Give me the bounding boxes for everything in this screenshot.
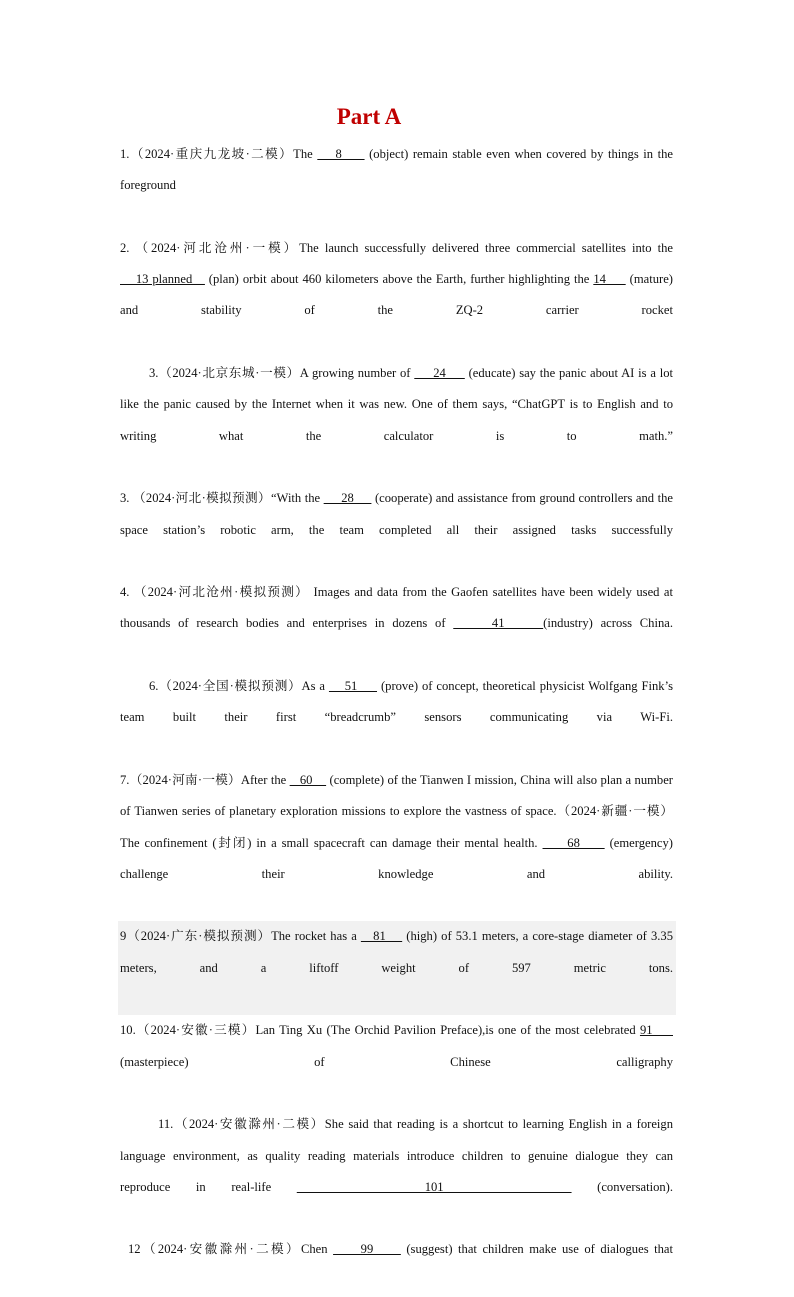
- item-text: (suggest) that children make use of dialogues that: [400, 1242, 673, 1257]
- item-text: 7.（2024·河南·一模）After the: [120, 772, 290, 787]
- answer-blank: 60: [289, 772, 327, 787]
- exercise-item-10: [120, 1015, 673, 1109]
- answer-blank: 51: [328, 679, 378, 694]
- item-text: 11.（2024·安徽滁州·二模）She said that reading is a shortcut to learning English in a foreign language environment, as quality reading materials introduce children to genuine dialogue they can reproduce in real-life: [120, 1117, 673, 1194]
- answer-blank: 28: [323, 491, 372, 506]
- exercise-item-1: [120, 139, 673, 233]
- item-text: (industry) across China.: [543, 616, 674, 631]
- answer-blank: 8: [317, 147, 365, 161]
- page-title: Part A: [336, 104, 402, 129]
- item-text: 4. （2024·河北沧州·模拟预测） Images and data from the Gaofen satellites have been widely used at thousands of research bodies and enterprises in dozens of: [120, 585, 673, 631]
- answer-blank: 81: [360, 929, 403, 944]
- answer-blank: 68: [542, 835, 605, 850]
- exercise-item-3: [120, 358, 673, 483]
- item-text: (masterpiece) of Chinese calligraphy: [120, 1054, 673, 1069]
- item-text: 6.（2024·全国·模拟预测）As a: [149, 679, 329, 694]
- item-text: (high) of 53.1 meters, a core-stage diameter of 3.35 meters, and a liftoff weight of 597 metric tons.: [120, 929, 673, 975]
- item-text: (cooperate) and assistance from ground controllers and the space station’s robotic arm, the team completed all their assigned tasks successfully: [120, 491, 674, 537]
- exercise-item-9: [118, 921, 676, 1015]
- answer-blank: 101: [296, 1179, 572, 1194]
- item-text: (mature) and stability of the ZQ-2 carrier rocket: [120, 272, 673, 318]
- item-text: (prove) of concept, theoretical physicist Wolfgang Fink’s team built their first “breadcrumb” sensors communicating via Wi-Fi.: [120, 679, 673, 725]
- exercise-list: [120, 139, 673, 1297]
- exercise-item-3b: [120, 483, 673, 577]
- item-text: (educate) say the panic about AI is a lot like the panic caused by the Internet when it was new. One of them says, “ChatGPT is to English and to writing what the calculator is to math.”: [120, 366, 674, 443]
- answer-blank: 14: [593, 272, 626, 287]
- answer-blank: 99: [333, 1242, 401, 1257]
- exercise-item-11: [120, 1109, 673, 1234]
- exercise-item-12: [120, 1234, 673, 1297]
- exercise-item-6: [120, 671, 673, 765]
- item-text: (conversation).: [571, 1179, 674, 1194]
- item-text: 12（2024·安徽滁州·二模）Chen: [128, 1242, 334, 1257]
- answer-blank: 24: [414, 366, 465, 381]
- answer-blank: 13 planned__: [120, 272, 205, 287]
- item-text: (complete) of the Tianwen I mission, China will also plan a number of Tianwen series of planetary exploration missions to explore the vastness of space.（2024·新疆·一模）The confinement (封闭) in a small spacecraft can damage their mental health.: [120, 772, 673, 850]
- item-text: 3.（2024·北京东城·一模）A growing number of: [149, 366, 415, 381]
- item-text: (plan) orbit about 460 kilometers above the Earth, further highlighting the: [204, 272, 594, 287]
- exercise-item-2: [120, 233, 673, 358]
- item-text: (emergency) challenge their knowledge and ability.: [120, 835, 673, 881]
- item-text: 3. （2024·河北·模拟预测）“With the: [120, 491, 324, 506]
- exercise-item-7: [120, 765, 673, 921]
- item-text: (object) remain stable even when covered by things in the foreground: [120, 147, 674, 193]
- item-text: 2. （2024·河北沧州·一模）The launch successfully delivered three commercial satellites into the: [120, 240, 673, 255]
- answer-blank: 91: [639, 1023, 673, 1038]
- item-text: 10.（2024·安徽·三模）Lan Ting Xu (The Orchid Pavilion Preface),is one of the most celebrated: [120, 1023, 640, 1038]
- answer-blank: 41: [453, 616, 544, 631]
- exercise-item-4: [120, 577, 673, 671]
- item-text: 1.（2024·重庆九龙坡·二模）The: [120, 147, 318, 161]
- item-text: 9（2024·广东·模拟预测）The rocket has a: [120, 929, 361, 944]
